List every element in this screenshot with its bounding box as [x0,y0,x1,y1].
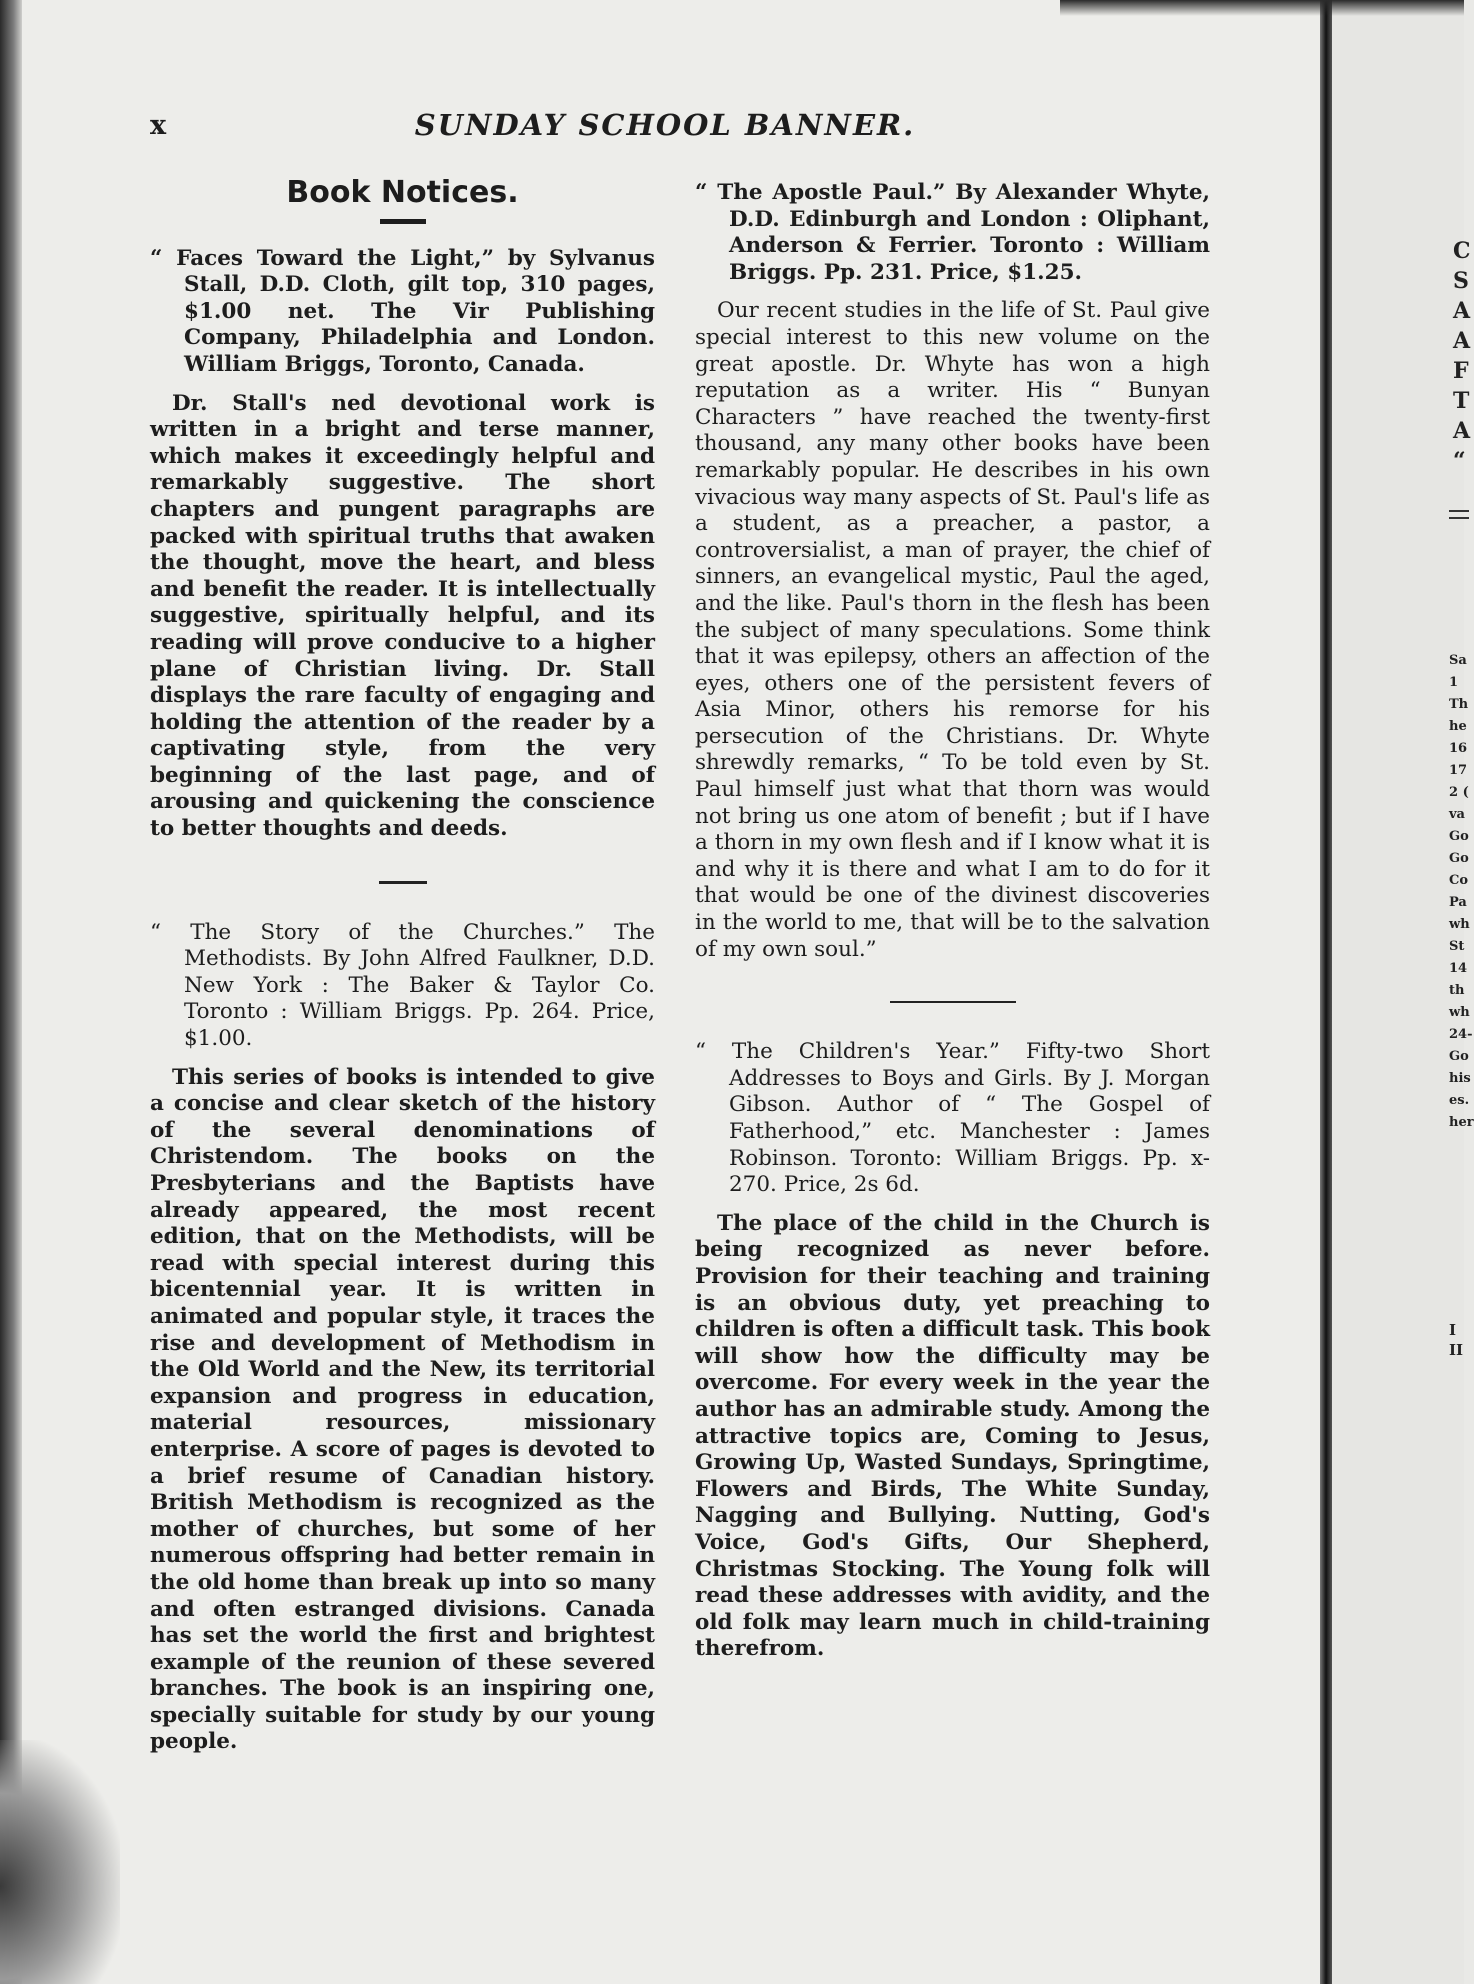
right-column [695,180,1210,1663]
facing-page-fragments [1449,650,1474,1134]
edge-fragment: II [1449,1341,1464,1359]
edge-letter: S [1453,268,1469,294]
edge-fragment: wh [1449,1005,1470,1020]
edge-letter: A [1453,328,1471,354]
left-column [150,170,655,1756]
edge-fragment: es. [1449,1093,1470,1108]
book-citation-apostle-paul: “ The Apostle Paul.” By Alexander Whyte, D.D. Edinburgh and London : Oliphant, Anderson & Ferrier. Toronto : William Briggs. Pp. 231. Price, $1.25. [695,180,1210,285]
heading-rule [380,219,426,224]
edge-fragment: 17 [1449,763,1468,778]
facing-page-letters [1453,236,1471,476]
page-number: x [150,110,167,141]
book-review-story-of-the-churches: This series of books is intended to give a concise and clear sketch of the history of the several denominations of Christendom. The books on the Presbyterians and the Baptists have already appeared, the most recent edition, that on the Methodists, will be read with special interest during this bicentennial year. It is written in animated and popular style, it traces the rise and development of Methodism in the Old World and the New, its territorial expansion and progress in education, material resources, missionary enterprise. A score of pages is devoted to a brief resume of Canadian history. British Methodism is recognized as the mother of churches, but some of her numerous offspring had better remain in the old home than break up into so many and often estranged divisions. Canada has set the world the first and brightest example of the reunion of these severed branches. The book is an inspiring one, specially suitable for study by our young people. [150,1064,655,1755]
edge-fragment: his [1449,1071,1471,1086]
edge-fragment: th [1449,983,1465,998]
book-review-childrens-year: The place of the child in the Church is being recognized as never before. Provision for their teaching and training is an obvious duty, yet preaching to children is often a difficult task. This book will show how the difficulty may be overcome. For every week in the year the author has an admirable study. Among the attractive topics are, Coming to Jesus, Growing Up, Wasted Sundays, Springtime, Flowers and Birds, The White Sunday, Nagging and Bullying. Nutting, God's Voice, God's Gifts, Our Shepherd, Christmas Stocking. The Young folk will read these addresses with avidity, and the old folk may learn much in child-training therefrom. [695,1210,1210,1662]
facing-page-rule [1449,510,1469,519]
edge-fragment: 16 [1449,741,1468,756]
running-title: SUNDAY SCHOOL BANNER. [414,108,916,142]
book-citation-childrens-year: “ The Children's Year.” Fifty-two Short Addresses to Boys and Girls. By J. Morgan Gibson. Author of “ The Gospel of Fatherhood,” etc. Manchester : James Robinson. Toronto: William Briggs. Pp. x-270. Price, 2s 6d. [695,1039,1210,1198]
book-review-faces-toward-the-light: Dr. Stall's ned devotional work is written in a bright and terse manner, which makes it exceedingly helpful and remarkably suggestive. The short chapters and pungent paragraphs are packed with spiritual truths that awaken the thought, move the heart, and bless and benefit the reader. It is intellectually suggestive, spiritually helpful, and its reading will prove conducive to a higher plane of Christian living. Dr. Stall displays the rare faculty of engaging and holding the attention of the reader by a captivating style, from the very beginning of the last page, and of arousing and quickening the conscience to better thoughts and deeds. [150,390,655,842]
edge-fragment: 14 [1449,961,1468,976]
edge-fragment: I [1449,1321,1457,1339]
scan-top-shadow [1060,0,1464,16]
facing-page [1332,0,1464,1984]
edge-fragment: Go [1449,1049,1469,1064]
section-heading: Book Notices. [286,175,519,210]
edge-fragment: Pa [1449,895,1467,910]
edge-fragment: St [1449,939,1465,954]
page-header [130,108,1200,148]
edge-letter: “ [1453,448,1466,474]
edge-letter: A [1453,418,1471,444]
edge-fragment: Go [1449,829,1469,844]
edge-letter: A [1453,298,1471,324]
facing-page-bottom-fragments [1449,1320,1463,1360]
edge-fragment: her [1449,1115,1474,1130]
scan-edge-shadow [0,0,22,1984]
edge-fragment: va [1449,807,1465,822]
book-review-apostle-paul: Our recent studies in the life of St. Paul give special interest to this new volume on the great apostle. Dr. Whyte has won a high reputation as a writer. His “ Bunyan Characters ” have reached the twenty-first thousand, any many other books have been remarkably popular. He describes in his own vivacious way many aspects of St. Paul's life as a student, as a preacher, a pastor, a controversialist, a man of prayer, the chief of sinners, an evangelical mystic, Paul the aged, and the like. Paul's thorn in the flesh has been the subject of many speculations. Some think that it was epilepsy, others an affection of the eyes, others one of the persistent fevers of Asia Minor, others his remorse for his persecution of the Christians. Dr. Whyte shrewdly remarks, “ To be told even by St. Paul himself just what that thorn was would not bring us one atom of benefit ; but if I have a thorn in my own flesh and if I know what it is and why it is there and what I am to do for it that would be one of the divinest discoveries in the world to me, that will be to the salvation of my own soul.” [695,298,1210,962]
edge-fragment: 1 [1449,675,1459,690]
edge-fragment: wh [1449,917,1470,932]
edge-fragment: Sa [1449,653,1467,668]
book-citation-faces-toward-the-light: “ Faces Toward the Light,” by Sylvanus Stall, D.D. Cloth, gilt top, 310 pages, $1.00 net. The Vir Publishing Company, Philadelphia and London. William Briggs, Toronto, Canada. [150,245,655,377]
edge-letter: T [1453,388,1470,414]
book-gutter [1320,0,1332,1984]
edge-letter: C [1453,238,1471,264]
edge-fragment: Th [1449,697,1469,712]
section-divider [379,881,427,884]
scan-corner-shadow [0,1740,120,1984]
edge-fragment: 2 ( [1449,785,1469,800]
section-divider [890,1001,1016,1003]
edge-letter: F [1453,358,1469,384]
edge-fragment: Co [1449,873,1469,888]
book-citation-story-of-the-churches: “ The Story of the Churches.” The Methodists. By John Alfred Faulkner, D.D. New York : The Baker & Taylor Co. Toronto : William Briggs. Pp. 264. Price, $1.00. [150,919,655,1052]
edge-fragment: Go [1449,851,1469,866]
edge-fragment: he [1449,719,1467,734]
edge-fragment: 24- [1449,1027,1473,1042]
